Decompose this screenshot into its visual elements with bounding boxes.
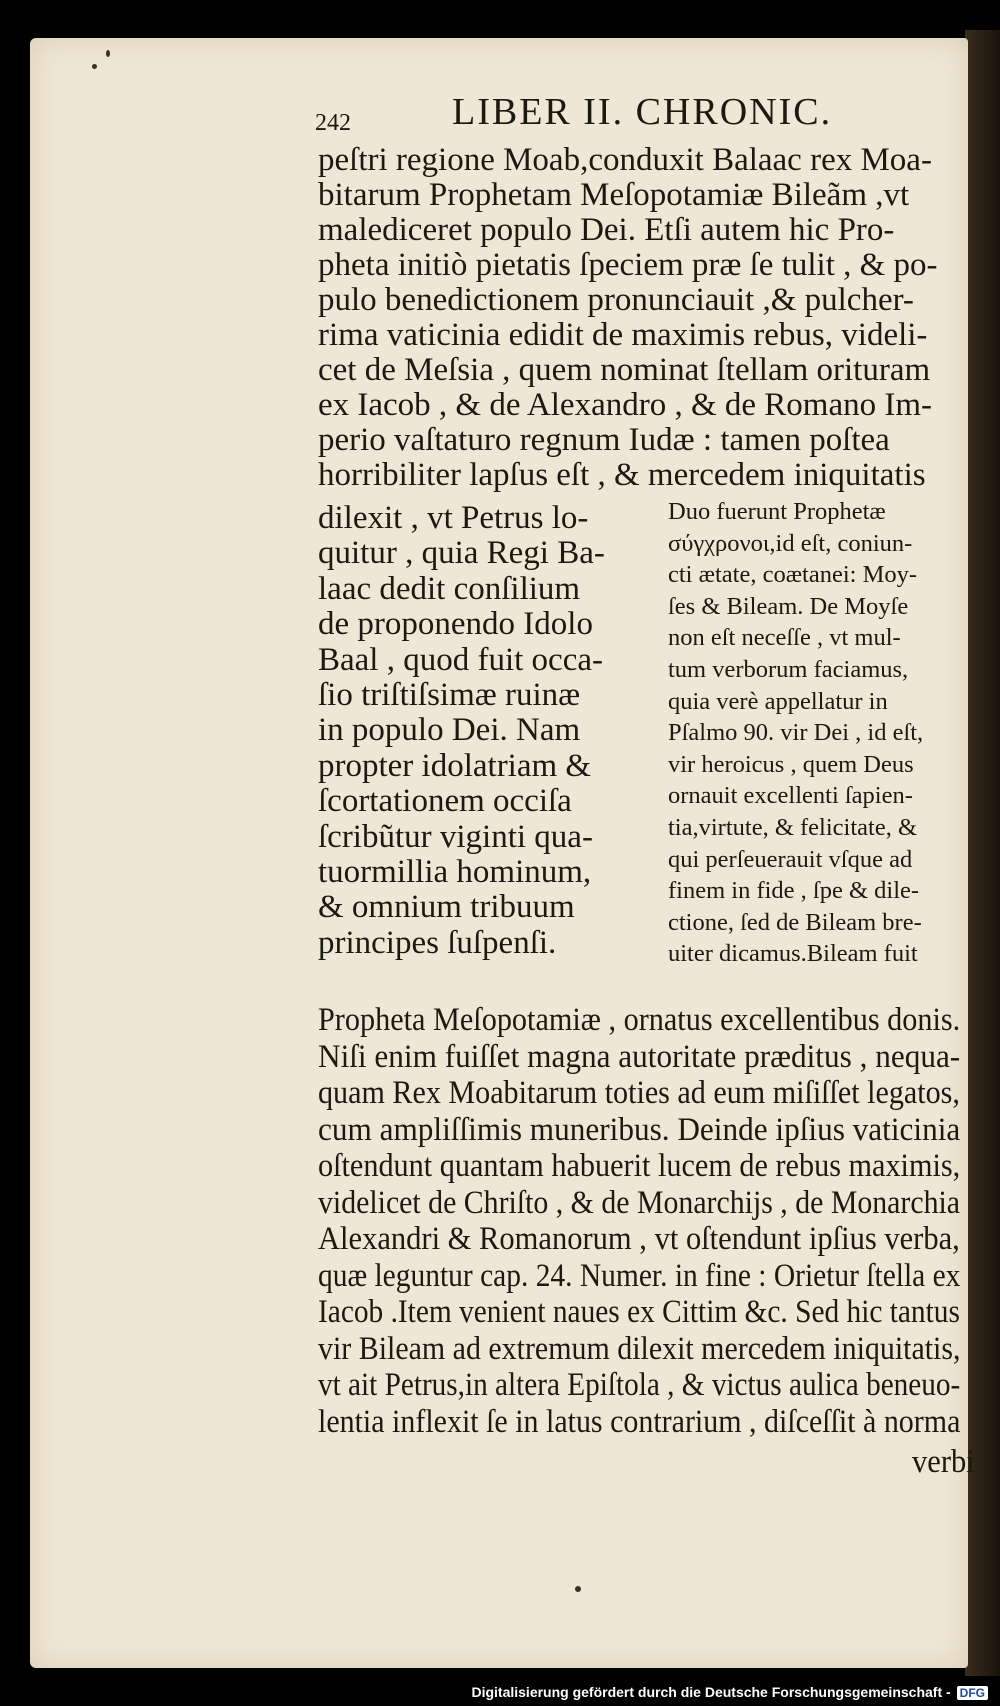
left-column-line: Baal , quod fuit occa- bbox=[318, 641, 603, 678]
text-line: quam Rex Moabitarum toties ad eum miſiſſet legatos, bbox=[318, 1075, 960, 1111]
text-line: vir Bileam ad extremum dilexit mercedem iniquitatis, bbox=[318, 1330, 961, 1367]
ink-speck bbox=[106, 50, 110, 57]
left-column-line: principes ſuſpenſi. bbox=[318, 924, 557, 961]
left-column-line: ſcribũtur viginti qua- bbox=[318, 818, 593, 855]
left-column-line: ſcortationem occiſa bbox=[318, 783, 572, 820]
running-title: LIBER II. CHRONIC. bbox=[452, 91, 833, 133]
text-line: ex Iacob , & de Alexandro , & de Romano Im- bbox=[318, 387, 932, 423]
side-column-line: vir heroicus , quem Deus bbox=[668, 750, 914, 778]
side-column-line: ornauit excellenti ſapien- bbox=[668, 782, 913, 810]
text-line: rima vaticinia edidit de maximis rebus, videli- bbox=[318, 317, 928, 353]
left-column-line: propter idolatriam & bbox=[318, 747, 592, 784]
text-line: vt ait Petrus,in altera Epiſtola , & victus aulica beneuo- bbox=[318, 1367, 961, 1403]
left-column-line: ſio triſtiſsimæ ruinæ bbox=[318, 677, 581, 713]
text-line: Alexandri & Romanorum , vt oſtendunt ipſius verba, bbox=[318, 1221, 960, 1257]
side-column-line: tia,virtute, & felicitate, & bbox=[668, 814, 917, 841]
text-line: bitarum Prophetam Meſopotamiæ Bileãm ,vt bbox=[318, 177, 910, 213]
side-column-line: ctione, ſed de Bileam bre- bbox=[668, 908, 922, 936]
left-column-line: dilexit , vt Petrus lo- bbox=[318, 500, 589, 536]
side-column-line: uiter dicamus.Bileam fuit bbox=[668, 940, 918, 968]
text-line: pheta initiò pietatis ſpeciem præ ſe tulit , & po- bbox=[318, 247, 938, 283]
text-line: Iacob .Item venient naues ex Cittim &c. Sed hic tantus bbox=[318, 1294, 960, 1330]
left-column-line: & omnium tribuum bbox=[318, 889, 575, 926]
side-column-line: Duo fuerunt Prophetæ bbox=[668, 498, 886, 525]
left-column-line: tuormillia hominum, bbox=[318, 854, 592, 890]
side-column-line: qui perſeuerauit vſque ad bbox=[668, 845, 913, 873]
text-line: perio vaſtaturo regnum Iudæ : tamen poſtea bbox=[318, 422, 890, 458]
page-dot-mark bbox=[575, 1586, 581, 1592]
dfg-logo: DFG bbox=[957, 1686, 988, 1700]
book-spine-edge bbox=[965, 30, 1000, 1676]
footer-text: Digitalisierung gefördert durch die Deutsche Forschungsgemeinschaft - bbox=[471, 1684, 951, 1700]
text-line: Niſi enim fuiſſet magna autoritate præditus , nequa- bbox=[318, 1038, 961, 1075]
digitization-footer bbox=[471, 1684, 988, 1700]
left-column-line: quitur , quia Regi Ba- bbox=[318, 535, 605, 572]
side-column-line: σύγχρονοι,id eſt, coniun- bbox=[668, 529, 913, 557]
text-line: oſtendunt quantam habuerit lucem de rebus maximis, bbox=[318, 1148, 961, 1184]
text-line: quæ leguntur cap. 24. Numer. in fine : Orietur ſtella ex bbox=[318, 1257, 961, 1294]
page-number: 242 bbox=[315, 110, 351, 136]
side-column-line: non eſt neceſſe , vt mul- bbox=[668, 624, 901, 652]
catchword: verbi bbox=[912, 1444, 975, 1480]
side-column-line: ſes & Bileam. De Moyſe bbox=[668, 592, 909, 620]
text-line: malediceret populo Dei. Etſi autem hic Pro- bbox=[318, 212, 895, 248]
ink-speck bbox=[92, 64, 97, 69]
side-column-line: finem in fide , ſpe & dile- bbox=[668, 877, 920, 905]
left-column-line: laac dedit conſilium bbox=[318, 570, 581, 607]
text-line: videlicet de Chriſto , & de Monarchijs , de Monarchia bbox=[318, 1184, 961, 1221]
side-column-line: Pſalmo 90. vir Dei , id eſt, bbox=[668, 719, 924, 747]
text-line: cum ampliſſimis muneribus. Deinde ipſius vaticinia bbox=[318, 1111, 961, 1148]
left-column-line: in populo Dei. Nam bbox=[318, 712, 581, 749]
text-line: cet de Meſsia , quem nominat ſtellam orituram bbox=[318, 352, 931, 388]
text-line: lentia inflexit ſe in latus contrarium , diſceſſit à norma bbox=[318, 1403, 961, 1440]
text-line: peſtri regione Moab,conduxit Balaac rex Moa- bbox=[318, 142, 932, 178]
side-column-line: quia verè appellatur in bbox=[668, 687, 888, 715]
text-line: horribiliter lapſus eſt , & mercedem iniquitatis bbox=[318, 457, 926, 493]
text-line: pulo benedictionem pronunciauit ,& pulcher- bbox=[318, 282, 914, 318]
text-line: Propheta Meſopotamiæ , ornatus excellentibus donis. bbox=[318, 1002, 961, 1038]
side-column-line: tum verborum faciamus, bbox=[668, 656, 909, 683]
left-column-line: de proponendo Idolo bbox=[318, 606, 593, 643]
side-column-line: cti ætate, coætanei: Moy- bbox=[668, 561, 918, 589]
